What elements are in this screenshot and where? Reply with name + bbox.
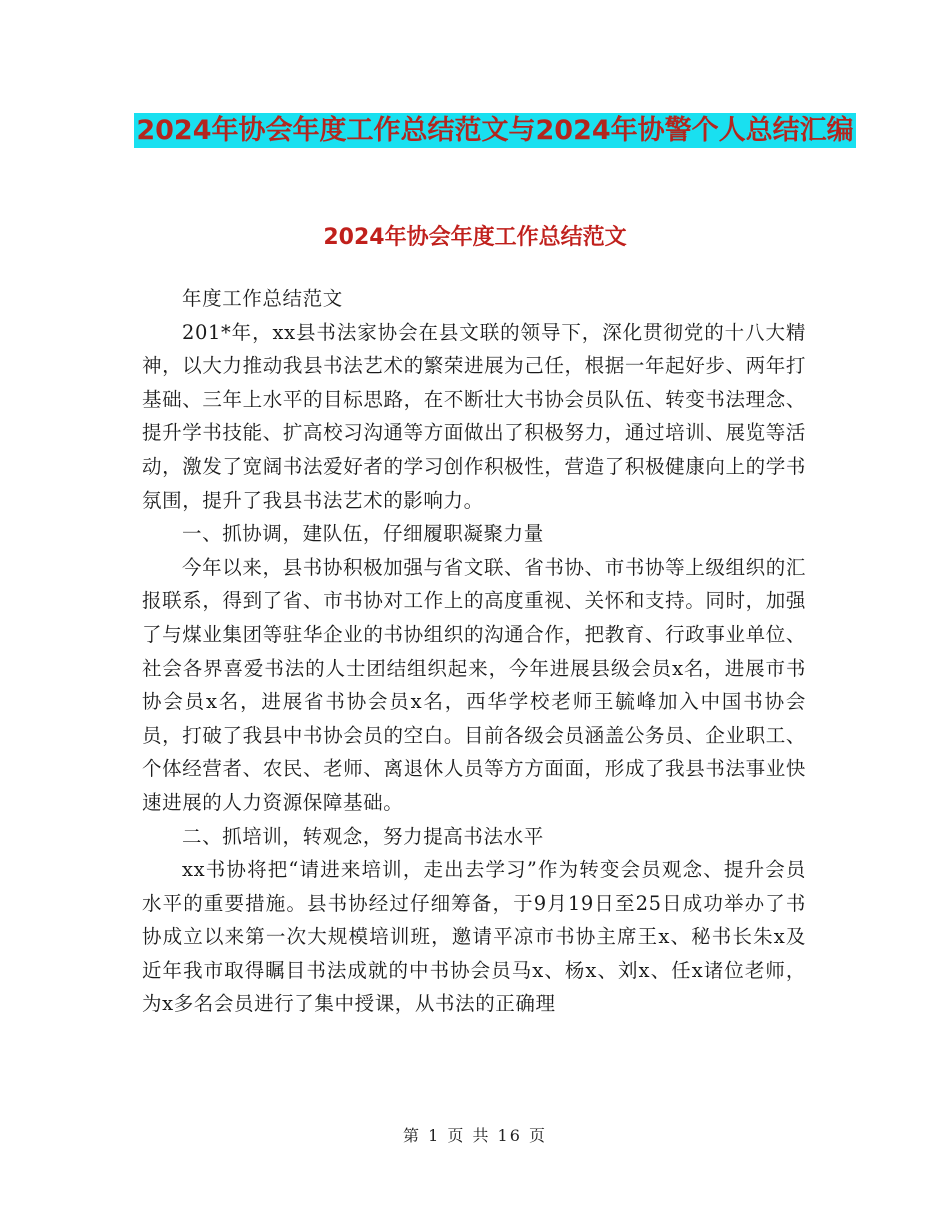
paragraph: 201*年，xx县书法家协会在县文联的领导下，深化贯彻党的十八大精神，以大力推动我县书法艺术的繁荣进展为己任，根据一年起好步、两年打基础、三年上水平的目标思路，在不断壮大书协会员队伍、转变书法理念、提升学书技能、扩高校习沟通等方面做出了积极努力，通过培训、展览等活动，激发了宽阔书法爱好者的学习创作积极性，营造了积极健康向上的学书氛围，提升了我县书法艺术的影响力。 bbox=[142, 320, 806, 512]
section-heading-2: 二、抓培训，转观念，努力提高书法水平 bbox=[182, 824, 544, 848]
section-title: 2024年协会年度工作总结范文 bbox=[323, 225, 627, 250]
document-title bbox=[120, 108, 870, 154]
paragraph: xx书协将把“请进来培训，走出去学习”作为转变会员观念、提升会员水平的重要措施。县书协经过仔细筹备，于9月19日至25日成功举办了书协成立以来第一次大规模培训班，邀请平凉市书协主席王x、秘书长朱x及近年我市取得瞩目书法成就的中书协会员马x、杨x、刘x、任x诸位老师，为x多名会员进行了集中授课，从书法的正确理 bbox=[142, 858, 806, 1016]
document-body bbox=[142, 282, 806, 1021]
title-highlight: 2024年协会年度工作总结范文与2024年协警个人总结汇编 bbox=[136, 115, 854, 146]
section-heading-1: 一、抓协调，建队伍，仔细履职凝聚力量 bbox=[182, 522, 544, 546]
page-number: 第 1 页 共 16 页 bbox=[403, 1126, 547, 1145]
paragraph-heading: 年度工作总结范文 bbox=[182, 287, 343, 310]
paragraph: 今年以来，县书协积极加强与省文联、省书协、市书协等上级组织的汇报联系，得到了省、市书协对工作上的高度重视、关怀和支持。同时，加强了与煤业集团等驻华企业的书协组织的沟通合作，把教育、行政事业单位、社会各界喜爱书法的人士团结组织起来，今年进展县级会员x名，进展市书协会员x名，进展省书协会员x名，西华学校老师王毓峰加入中国书协会员，打破了我县中书协会员的空白。目前各级会员涵盖公务员、企业职工、个体经营者、农民、老师、离退休人员等方方面面，形成了我县书法事业快速进展的人力资源保障基础。 bbox=[142, 555, 806, 814]
